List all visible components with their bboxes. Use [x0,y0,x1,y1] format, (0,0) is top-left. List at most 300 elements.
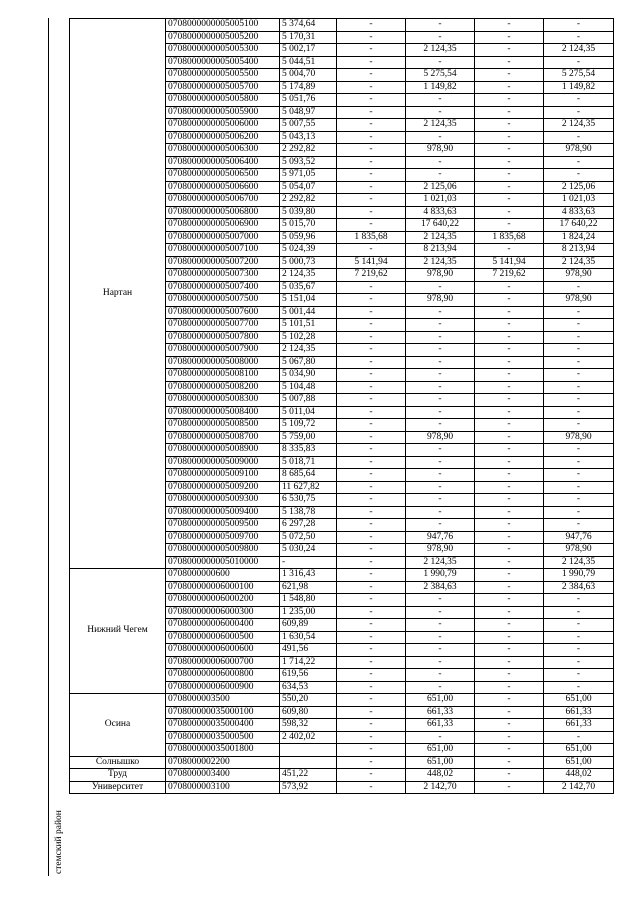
value-cell-2: - [337,594,406,607]
value-cell-2: - [337,556,406,569]
code-cell: 0708000000005005300 [166,44,280,57]
value-cell-5: - [544,19,614,32]
value-cell-3: 2 142,70 [406,781,475,794]
value-cell-4: - [475,519,544,532]
value-cell-2: - [337,31,406,44]
value-cell-4: - [475,56,544,69]
code-cell: 0708000000005007600 [166,306,280,319]
value-cell-3: - [406,681,475,694]
value-cell-4: - [475,581,544,594]
code-cell: 0708000000005009000 [166,456,280,469]
value-cell-2: - [337,94,406,107]
value-cell-5: - [544,594,614,607]
value-cell-2: - [337,444,406,457]
value-cell-4: - [475,394,544,407]
value-cell-5: - [544,631,614,644]
value-cell-2: - [337,756,406,769]
value-cell-5: 978,90 [544,269,614,282]
value-cell-3: - [406,94,475,107]
value-cell-1: 5 174,89 [280,81,337,94]
value-cell-2: - [337,506,406,519]
code-cell: 070800000006000900 [166,681,280,694]
value-cell-3: - [406,456,475,469]
value-cell-2: - [337,344,406,357]
code-cell: 0708000000005006700 [166,194,280,207]
value-cell-3: - [406,494,475,507]
value-cell-1: 5 072,50 [280,531,337,544]
value-cell-5: 4 833,63 [544,206,614,219]
value-cell-4: 7 219,62 [475,269,544,282]
value-cell-1: 5 374,64 [280,19,337,32]
value-cell-3: 5 275,54 [406,69,475,82]
value-cell-2: - [337,306,406,319]
code-cell: 0708000000005007500 [166,294,280,307]
value-cell-1: 5 007,88 [280,394,337,407]
value-cell-4: - [475,119,544,132]
value-cell-4: - [475,106,544,119]
code-cell: 0708000000005006400 [166,156,280,169]
value-cell-5: - [544,669,614,682]
value-cell-3: - [406,469,475,482]
value-cell-2: - [337,281,406,294]
value-cell-3: - [406,369,475,382]
value-cell-3: - [406,444,475,457]
code-cell: 070800000006000400 [166,619,280,632]
value-cell-2: - [337,219,406,232]
code-cell: 0708000000005009700 [166,531,280,544]
value-cell-2: - [337,44,406,57]
value-cell-1: 6 297,28 [280,519,337,532]
value-cell-2: - [337,769,406,782]
value-cell-2: 7 219,62 [337,269,406,282]
value-cell-2: 5 141,94 [337,256,406,269]
value-cell-5: - [544,656,614,669]
value-cell-5: 651,00 [544,694,614,707]
value-cell-2: - [337,56,406,69]
value-cell-3: 1 990,79 [406,569,475,582]
code-cell: 0708000000005007100 [166,244,280,257]
value-cell-4: 5 141,94 [475,256,544,269]
value-cell-3: 2 124,35 [406,44,475,57]
value-cell-5: - [544,606,614,619]
value-cell-5: - [544,281,614,294]
value-cell-5: 978,90 [544,144,614,157]
value-cell-2: - [337,606,406,619]
code-cell: 0708000000005006000 [166,119,280,132]
code-cell: 0708000000005008100 [166,369,280,382]
code-cell: 070800000006000600 [166,644,280,657]
value-cell-5: - [544,494,614,507]
code-cell: 0708000000005005400 [166,56,280,69]
table-row [70,19,614,32]
value-cell-3: 661,33 [406,719,475,732]
table-row [70,569,614,582]
value-cell-4: - [475,331,544,344]
code-cell: 0708000003400 [166,769,280,782]
value-cell-1: 5 030,24 [280,544,337,557]
value-cell-1: 1 235,00 [280,606,337,619]
value-cell-2: - [337,644,406,657]
value-cell-4: - [475,656,544,669]
code-cell: 0708000000005007000 [166,231,280,244]
value-cell-5: - [544,169,614,182]
value-cell-2: - [337,19,406,32]
code-cell: 0708000000005005700 [166,81,280,94]
settlement-name-cell: Университет [70,781,166,794]
value-cell-1: 5 059,96 [280,231,337,244]
value-cell-2: - [337,519,406,532]
value-cell-2: - [337,419,406,432]
value-cell-3: - [406,481,475,494]
value-cell-1: 5 054,07 [280,181,337,194]
value-cell-3: 2 124,35 [406,556,475,569]
value-cell-5: - [544,131,614,144]
value-cell-4: - [475,619,544,632]
value-cell-1: 1 548,80 [280,594,337,607]
value-cell-2: - [337,319,406,332]
value-cell-4: - [475,631,544,644]
value-cell-3: - [406,656,475,669]
value-cell-5: - [544,56,614,69]
value-cell-3: 8 213,94 [406,244,475,257]
code-cell: 0708000000005006900 [166,219,280,232]
code-cell: 070800000035000100 [166,706,280,719]
value-cell-1: 2 402,02 [280,731,337,744]
value-cell-5: 661,33 [544,706,614,719]
page-left-border [48,18,49,876]
value-cell-1 [280,756,337,769]
code-cell: 0708000000005006200 [166,131,280,144]
value-cell-4: - [475,244,544,257]
value-cell-4: - [475,756,544,769]
value-cell-4: - [475,194,544,207]
value-cell-1: 609,80 [280,706,337,719]
value-cell-5: 448,02 [544,769,614,782]
value-cell-3: - [406,619,475,632]
value-cell-2: - [337,106,406,119]
code-cell: 070800000006000800 [166,669,280,682]
code-cell: 070800000006000200 [166,594,280,607]
value-cell-1: 5 004,70 [280,69,337,82]
value-cell-2: - [337,381,406,394]
value-cell-3: - [406,281,475,294]
value-cell-1: 621,98 [280,581,337,594]
value-cell-4: - [475,494,544,507]
value-cell-4: - [475,731,544,744]
value-cell-3: 651,00 [406,694,475,707]
settlement-name-cell: Солнышко [70,756,166,769]
value-cell-2: - [337,569,406,582]
value-cell-3: - [406,594,475,607]
value-cell-1: 5 151,04 [280,294,337,307]
tariff-table [69,18,614,794]
value-cell-1: 1 316,43 [280,569,337,582]
value-cell-4: - [475,544,544,557]
code-cell: 0708000000005009800 [166,544,280,557]
value-cell-5: 8 213,94 [544,244,614,257]
value-cell-2: - [337,494,406,507]
value-cell-3: - [406,31,475,44]
value-cell-5: 17 640,22 [544,219,614,232]
value-cell-4: - [475,569,544,582]
value-cell-4: - [475,481,544,494]
value-cell-5: 2 124,35 [544,119,614,132]
value-cell-4: - [475,531,544,544]
code-cell: 0708000000005009100 [166,469,280,482]
value-cell-3: 1 021,03 [406,194,475,207]
value-cell-5: 2 142,70 [544,781,614,794]
value-cell-1: 5 001,44 [280,306,337,319]
code-cell: 070800000035000500 [166,731,280,744]
value-cell-3: 2 125,06 [406,181,475,194]
value-cell-3: - [406,381,475,394]
code-cell: 0708000000005007700 [166,319,280,332]
value-cell-4: - [475,556,544,569]
value-cell-5: 1 990,79 [544,569,614,582]
code-cell: 0708000002200 [166,756,280,769]
value-cell-2: - [337,331,406,344]
value-cell-4: - [475,356,544,369]
value-cell-5: - [544,681,614,694]
value-cell-1 [280,744,337,757]
value-cell-3: 651,00 [406,744,475,757]
value-cell-4: - [475,44,544,57]
value-cell-4: - [475,444,544,457]
value-cell-2: - [337,731,406,744]
code-cell: 0708000000005005800 [166,94,280,107]
value-cell-4: - [475,406,544,419]
code-cell: 0708000000005008700 [166,431,280,444]
value-cell-3: - [406,156,475,169]
value-cell-3: 661,33 [406,706,475,719]
value-cell-2: - [337,781,406,794]
code-cell: 070800000006000100 [166,581,280,594]
value-cell-5: - [544,306,614,319]
value-cell-1: 5 048,97 [280,106,337,119]
value-cell-1: 598,32 [280,719,337,732]
value-cell-2: - [337,706,406,719]
value-cell-4: - [475,169,544,182]
value-cell-1: 451,22 [280,769,337,782]
value-cell-3: - [406,344,475,357]
value-cell-5: - [544,356,614,369]
value-cell-1: 2 124,35 [280,344,337,357]
value-cell-4: - [475,206,544,219]
value-cell-4: - [475,281,544,294]
value-cell-5: - [544,394,614,407]
value-cell-5: 1 149,82 [544,81,614,94]
value-cell-2: - [337,394,406,407]
value-cell-2: - [337,81,406,94]
value-cell-3: 4 833,63 [406,206,475,219]
value-cell-4: 1 835,68 [475,231,544,244]
value-cell-4: - [475,419,544,432]
value-cell-1: 5 024,39 [280,244,337,257]
value-cell-1: 5 015,70 [280,219,337,232]
value-cell-2: - [337,431,406,444]
value-cell-3: 978,90 [406,294,475,307]
code-cell: 070800000006000500 [166,631,280,644]
value-cell-5: - [544,381,614,394]
value-cell-4: - [475,369,544,382]
value-cell-2: - [337,531,406,544]
region-label: стемский район [54,810,64,874]
value-cell-1: 2 292,82 [280,144,337,157]
value-cell-1: 5 034,90 [280,369,337,382]
value-cell-1: 5 051,76 [280,94,337,107]
value-cell-2: - [337,194,406,207]
value-cell-1: 5 101,51 [280,319,337,332]
value-cell-3: - [406,331,475,344]
value-cell-3: 978,90 [406,431,475,444]
code-cell: 070800000035000400 [166,719,280,732]
value-cell-3: - [406,356,475,369]
value-cell-1: 5 104,48 [280,381,337,394]
value-cell-4: - [475,506,544,519]
value-cell-1: - [280,556,337,569]
value-cell-4: - [475,144,544,157]
value-cell-4: - [475,669,544,682]
value-cell-5: 978,90 [544,544,614,557]
value-cell-4: - [475,219,544,232]
value-cell-5: - [544,519,614,532]
value-cell-1: 5 759,00 [280,431,337,444]
value-cell-2: - [337,369,406,382]
value-cell-4: - [475,681,544,694]
code-cell: 070800000006000300 [166,606,280,619]
value-cell-2: - [337,544,406,557]
value-cell-2: - [337,356,406,369]
code-cell: 070800000006000700 [166,656,280,669]
value-cell-3: - [406,419,475,432]
value-cell-1: 5 044,51 [280,56,337,69]
value-cell-4: - [475,769,544,782]
value-cell-5: 2 384,63 [544,581,614,594]
value-cell-3: 2 124,35 [406,231,475,244]
value-cell-5: - [544,469,614,482]
value-cell-5: - [544,331,614,344]
value-cell-3: - [406,519,475,532]
value-cell-3: - [406,631,475,644]
value-cell-1: 5 000,73 [280,256,337,269]
value-cell-1: 609,89 [280,619,337,632]
value-cell-4: - [475,181,544,194]
value-cell-3: 2 124,35 [406,119,475,132]
code-cell: 0708000000005008400 [166,406,280,419]
value-cell-1: 5 971,05 [280,169,337,182]
code-cell: 0708000000005008500 [166,419,280,432]
value-cell-2: - [337,206,406,219]
value-cell-4: - [475,606,544,619]
table-body [70,19,614,794]
value-cell-1: 2 292,82 [280,194,337,207]
value-cell-1: 491,56 [280,644,337,657]
code-cell: 0708000000005006300 [166,144,280,157]
value-cell-1: 5 018,71 [280,456,337,469]
value-cell-4: - [475,781,544,794]
value-cell-2: - [337,656,406,669]
code-cell: 0708000000005009400 [166,506,280,519]
value-cell-5: - [544,481,614,494]
value-cell-2: - [337,681,406,694]
value-cell-3: - [406,319,475,332]
value-cell-2: - [337,119,406,132]
code-cell: 0708000000005008000 [166,356,280,369]
value-cell-5: - [544,731,614,744]
value-cell-1: 5 011,04 [280,406,337,419]
value-cell-1: 8 335,83 [280,444,337,457]
code-cell: 0708000000005007900 [166,344,280,357]
value-cell-1: 5 035,67 [280,281,337,294]
value-cell-2: - [337,619,406,632]
value-cell-5: 651,00 [544,756,614,769]
value-cell-3: - [406,731,475,744]
value-cell-3: - [406,394,475,407]
code-cell: 0708000000005007200 [166,256,280,269]
value-cell-5: 661,33 [544,719,614,732]
value-cell-2: - [337,156,406,169]
code-cell: 0708000003100 [166,781,280,794]
value-cell-4: - [475,306,544,319]
value-cell-1: 550,20 [280,694,337,707]
value-cell-1: 5 170,31 [280,31,337,44]
code-cell: 0708000000005008300 [166,394,280,407]
value-cell-3: 2 384,63 [406,581,475,594]
value-cell-4: - [475,69,544,82]
value-cell-4: - [475,469,544,482]
value-cell-5: - [544,644,614,657]
value-cell-1: 5 039,80 [280,206,337,219]
value-cell-5: - [544,106,614,119]
value-cell-3: 448,02 [406,769,475,782]
value-cell-5: - [544,444,614,457]
value-cell-5: - [544,319,614,332]
value-cell-4: - [475,644,544,657]
value-cell-1: 5 102,28 [280,331,337,344]
value-cell-2: - [337,719,406,732]
value-cell-1: 5 138,78 [280,506,337,519]
code-cell: 0708000000005009300 [166,494,280,507]
code-cell: 0708000000005007800 [166,331,280,344]
value-cell-2: - [337,69,406,82]
value-cell-3: - [406,106,475,119]
table-row [70,756,614,769]
value-cell-3: - [406,644,475,657]
value-cell-3: 978,90 [406,269,475,282]
value-cell-4: - [475,719,544,732]
value-cell-5: 947,76 [544,531,614,544]
value-cell-5: 651,00 [544,744,614,757]
value-cell-3: - [406,19,475,32]
value-cell-3: 947,76 [406,531,475,544]
code-cell: 0708000003500 [166,694,280,707]
value-cell-5: - [544,94,614,107]
value-cell-3: - [406,56,475,69]
value-cell-1: 5 109,72 [280,419,337,432]
table-row [70,781,614,794]
value-cell-3: 17 640,22 [406,219,475,232]
value-cell-1: 5 043,13 [280,131,337,144]
value-cell-3: - [406,606,475,619]
value-cell-2: - [337,481,406,494]
value-cell-2: - [337,131,406,144]
code-cell: 0708000000005007300 [166,269,280,282]
value-cell-2: - [337,456,406,469]
value-cell-3: 1 149,82 [406,81,475,94]
value-cell-5: 978,90 [544,294,614,307]
value-cell-4: - [475,19,544,32]
value-cell-3: 651,00 [406,756,475,769]
